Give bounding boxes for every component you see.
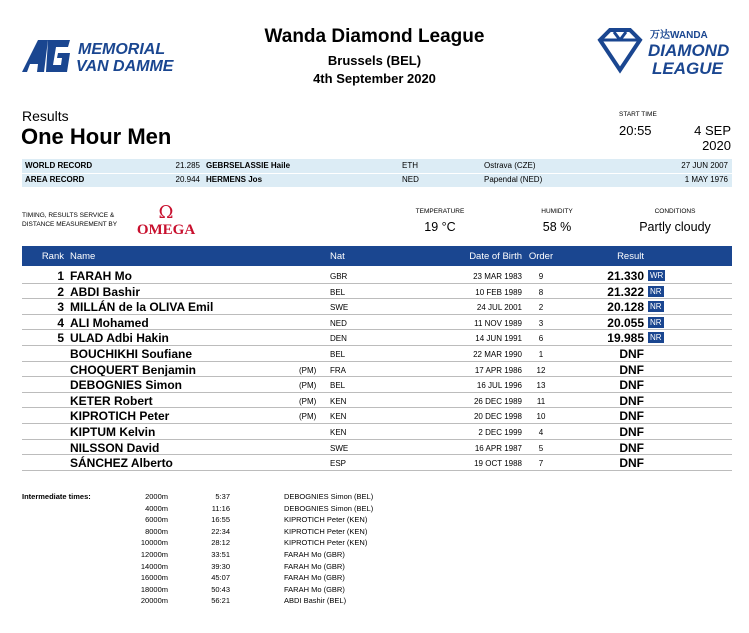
- athlete-dob: 26 DEC 1989: [473, 396, 522, 406]
- table-row: [22, 346, 732, 362]
- split-distance: 8000m: [145, 526, 168, 536]
- athlete-name: KIPROTICH Peter: [70, 409, 170, 424]
- results-label: Results: [22, 108, 69, 124]
- athlete-nat: BEL: [330, 350, 346, 359]
- table-row: [22, 455, 732, 471]
- record-date: 27 JUN 2007: [681, 161, 728, 170]
- split-time: 56:21: [211, 596, 230, 606]
- table-row: [22, 315, 732, 331]
- intermediate-row: [0, 550, 749, 562]
- table-row: [22, 299, 732, 315]
- start-order: 4: [538, 428, 544, 437]
- athlete-name: SÁNCHEZ Alberto: [70, 456, 173, 471]
- athlete-dob: 14 JUN 1991: [475, 334, 522, 344]
- record-venue: Ostrava (CZE): [484, 161, 536, 170]
- pacemaker-tag: (PM): [299, 365, 317, 375]
- omega-logo: [130, 202, 202, 236]
- athlete-nat: BEL: [330, 381, 346, 391]
- header-rank: Rank: [41, 251, 64, 262]
- meeting-title: Wanda Diamond League: [264, 26, 485, 47]
- logo-league-text: LEAGUE: [652, 59, 723, 78]
- athlete-result: DNF: [619, 362, 644, 377]
- athlete-result: 21.330: [607, 269, 644, 283]
- timing-credit: TIMING, RESULTS SERVICE & DISTANCE MEASUREMENT BY: [22, 212, 118, 228]
- athlete-name: MILLÁN de la OLIVA Emil: [70, 300, 214, 315]
- athlete-nat: GBR: [330, 272, 348, 281]
- event-title: One Hour Men: [21, 124, 172, 149]
- start-order: 7: [538, 459, 544, 469]
- athlete-name: ABDI Bashir: [70, 284, 141, 299]
- athlete-nat: KEN: [330, 412, 347, 422]
- split-leader: FARAH Mo (GBR): [284, 550, 345, 559]
- athlete-dob: 19 OCT 1988: [474, 459, 522, 469]
- table-row: [22, 284, 732, 300]
- split-distance: 4000m: [145, 503, 168, 513]
- split-time: 22:34: [211, 526, 230, 536]
- meeting-city: Brussels (BEL): [327, 53, 422, 68]
- athlete-result: DNF: [619, 425, 644, 439]
- split-time: 39:30: [211, 561, 230, 571]
- split-distance: 18000m: [140, 584, 168, 594]
- start-order: 13: [536, 381, 546, 391]
- start-order: 3: [538, 318, 544, 328]
- athlete-dob: 17 APR 1986: [474, 365, 522, 375]
- intermediate-row: [0, 596, 749, 608]
- record-nat: NED: [402, 175, 419, 184]
- split-time: 5:37: [215, 492, 230, 501]
- split-time: 50:43: [211, 584, 230, 594]
- records-box: [22, 159, 732, 187]
- athlete-dob: 16 APR 1987: [474, 443, 522, 453]
- athlete-result: DNF: [619, 456, 644, 471]
- start-time: 20:55: [619, 123, 652, 138]
- intermediate-row: [0, 562, 749, 574]
- record-holder: GEBRSELASSIE Haile: [206, 161, 291, 170]
- intermediate-row: [0, 492, 749, 504]
- split-time: 45:07: [211, 573, 230, 583]
- omega-word: OMEGA: [136, 222, 196, 236]
- record-value: 20.944: [175, 175, 200, 184]
- split-distance: 20000m: [140, 596, 168, 606]
- intermediate-times-label: Intermediate times:: [22, 492, 91, 501]
- split-leader: DEBOGNIES Simon (BEL): [284, 503, 374, 513]
- split-time: 16:55: [211, 515, 230, 525]
- record-nat: ETH: [402, 161, 418, 170]
- header-result: Result: [617, 251, 644, 262]
- start-order: 2: [538, 303, 544, 313]
- athlete-name: BOUCHIKHI Soufiane: [70, 347, 193, 361]
- intermediate-row: [0, 585, 749, 597]
- athlete-dob: 24 JUL 2001: [476, 303, 522, 313]
- pacemaker-tag: (PM): [299, 381, 317, 391]
- diamond-league-logo: [590, 22, 738, 80]
- athlete-dob: 22 MAR 1990: [473, 350, 522, 359]
- athlete-rank: 5: [57, 331, 64, 346]
- athlete-dob: 23 MAR 1983: [473, 272, 522, 281]
- athlete-name: ALI Mohamed: [70, 315, 149, 330]
- logo-wanda-text: 万达WANDA: [650, 30, 708, 41]
- start-order: 6: [538, 334, 544, 344]
- split-distance: 10000m: [140, 538, 168, 548]
- table-row: [22, 377, 732, 393]
- split-leader: FARAH Mo (GBR): [284, 584, 345, 594]
- split-distance: 2000m: [145, 492, 168, 501]
- athlete-nat: SWE: [330, 303, 349, 313]
- record-type: WORLD RECORD: [25, 161, 93, 170]
- athlete-result: DNF: [619, 347, 644, 361]
- record-value: 21.285: [175, 161, 200, 170]
- world-record-row: [22, 159, 732, 173]
- intermediate-row: [0, 538, 749, 550]
- meeting-date: 4th September 2020: [313, 71, 436, 86]
- athlete-result: DNF: [619, 409, 644, 424]
- athlete-result: 21.322: [607, 284, 644, 299]
- temperature-label: TEMPERATURE: [415, 208, 465, 215]
- athlete-nat: NED: [330, 318, 347, 328]
- split-leader: FARAH Mo (GBR): [284, 561, 345, 571]
- start-time-label: START TIME: [619, 111, 657, 118]
- record-badge: NR: [650, 302, 662, 312]
- header-name: Name: [70, 251, 96, 262]
- record-venue: Papendal (NED): [484, 175, 543, 184]
- results-table-header: [22, 246, 732, 266]
- table-row: [22, 424, 732, 440]
- athlete-name: CHOQUERT Benjamin: [70, 362, 197, 377]
- split-leader: DEBOGNIES Simon (BEL): [284, 492, 374, 501]
- start-order: 1: [538, 350, 544, 359]
- start-date: 4 SEP 2020: [694, 123, 731, 153]
- split-leader: KIPROTICH Peter (KEN): [284, 526, 368, 536]
- conditions-label: CONDITIONS: [654, 208, 696, 215]
- split-leader: KIPROTICH Peter (KEN): [284, 515, 368, 525]
- start-order: 12: [536, 365, 546, 375]
- athlete-nat: ESP: [330, 459, 347, 469]
- intermediate-row: [0, 573, 749, 585]
- record-badge: WR: [650, 271, 664, 280]
- logo-memorial-text: MEMORIAL: [78, 41, 166, 58]
- omega-symbol: Ω: [158, 202, 174, 223]
- humidity-label: HUMIDITY: [541, 208, 573, 215]
- split-distance: 6000m: [145, 515, 168, 525]
- start-order: 5: [538, 443, 544, 453]
- athlete-name: NILSSON David: [70, 440, 160, 455]
- athlete-nat: DEN: [330, 334, 347, 344]
- area-record-row: [22, 173, 732, 187]
- athlete-nat: BEL: [330, 287, 346, 297]
- split-distance: 16000m: [140, 573, 168, 583]
- split-leader: ABDI Bashir (BEL): [284, 596, 347, 606]
- start-order: 10: [536, 412, 546, 422]
- record-holder: HERMENS Jos: [206, 175, 263, 184]
- split-time: 33:51: [211, 550, 230, 559]
- athlete-result: DNF: [619, 393, 644, 408]
- athlete-name: KETER Robert: [70, 393, 153, 408]
- record-badge: NR: [650, 317, 662, 327]
- record-badge: NR: [650, 333, 662, 343]
- humidity-value: 58 %: [542, 220, 572, 234]
- athlete-result: 20.055: [607, 315, 644, 330]
- athlete-result: 20.128: [607, 300, 644, 315]
- athlete-result: 19.985: [607, 331, 644, 346]
- athlete-rank: 4: [57, 315, 64, 330]
- conditions-value: Partly cloudy: [639, 220, 711, 234]
- athlete-dob: 11 NOV 1989: [474, 318, 522, 328]
- start-order: 9: [538, 272, 544, 281]
- start-order: 8: [538, 287, 544, 297]
- athlete-nat: KEN: [330, 396, 347, 406]
- athlete-name: ULAD Adbi Hakin: [70, 331, 169, 346]
- athlete-dob: 10 FEB 1989: [475, 287, 522, 297]
- split-time: 11:16: [211, 503, 230, 513]
- table-row: [22, 268, 732, 284]
- pacemaker-tag: (PM): [299, 396, 317, 406]
- split-distance: 14000m: [140, 561, 168, 571]
- intermediate-row: [0, 504, 749, 516]
- athlete-rank: 3: [57, 300, 64, 315]
- header-order: Order: [528, 251, 554, 262]
- athlete-dob: 20 DEC 1998: [473, 412, 522, 422]
- record-type: AREA RECORD: [25, 175, 85, 184]
- temperature-value: 19 °C: [424, 220, 456, 234]
- record-badge: NR: [650, 286, 662, 296]
- athlete-nat: SWE: [330, 443, 349, 453]
- athlete-dob: 16 JUL 1996: [476, 381, 522, 391]
- intermediate-row: [0, 527, 749, 539]
- athlete-result: DNF: [619, 440, 644, 455]
- split-leader: KIPROTICH Peter (KEN): [284, 538, 368, 548]
- table-row: [22, 362, 732, 378]
- table-row: [22, 440, 732, 456]
- athlete-dob: 2 DEC 1999: [478, 428, 522, 437]
- table-row: [22, 393, 732, 409]
- logo-vandamme-text: VAN DAMME: [76, 58, 174, 75]
- athlete-rank: 1: [57, 269, 64, 283]
- pacemaker-tag: (PM): [299, 412, 317, 422]
- split-distance: 12000m: [140, 550, 168, 559]
- athlete-result: DNF: [619, 378, 644, 393]
- header-dob: Date of Birth: [469, 251, 522, 262]
- start-order: 11: [536, 396, 546, 406]
- record-date: 1 MAY 1976: [684, 175, 728, 184]
- athlete-rank: 2: [57, 284, 64, 299]
- athlete-name: KIPTUM Kelvin: [70, 425, 156, 439]
- header-nat: Nat: [330, 251, 345, 262]
- logo-diamond-text: DIAMOND: [648, 41, 730, 60]
- athlete-name: DEBOGNIES Simon: [70, 378, 183, 393]
- athlete-nat: FRA: [330, 365, 346, 375]
- row-divider: [22, 470, 732, 471]
- table-row: [22, 408, 732, 424]
- athlete-name: FARAH Mo: [70, 269, 132, 283]
- split-leader: FARAH Mo (GBR): [284, 573, 345, 583]
- split-time: 28:12: [211, 538, 230, 548]
- athlete-nat: KEN: [330, 428, 347, 437]
- table-row: [22, 330, 732, 346]
- intermediate-row: [0, 515, 749, 527]
